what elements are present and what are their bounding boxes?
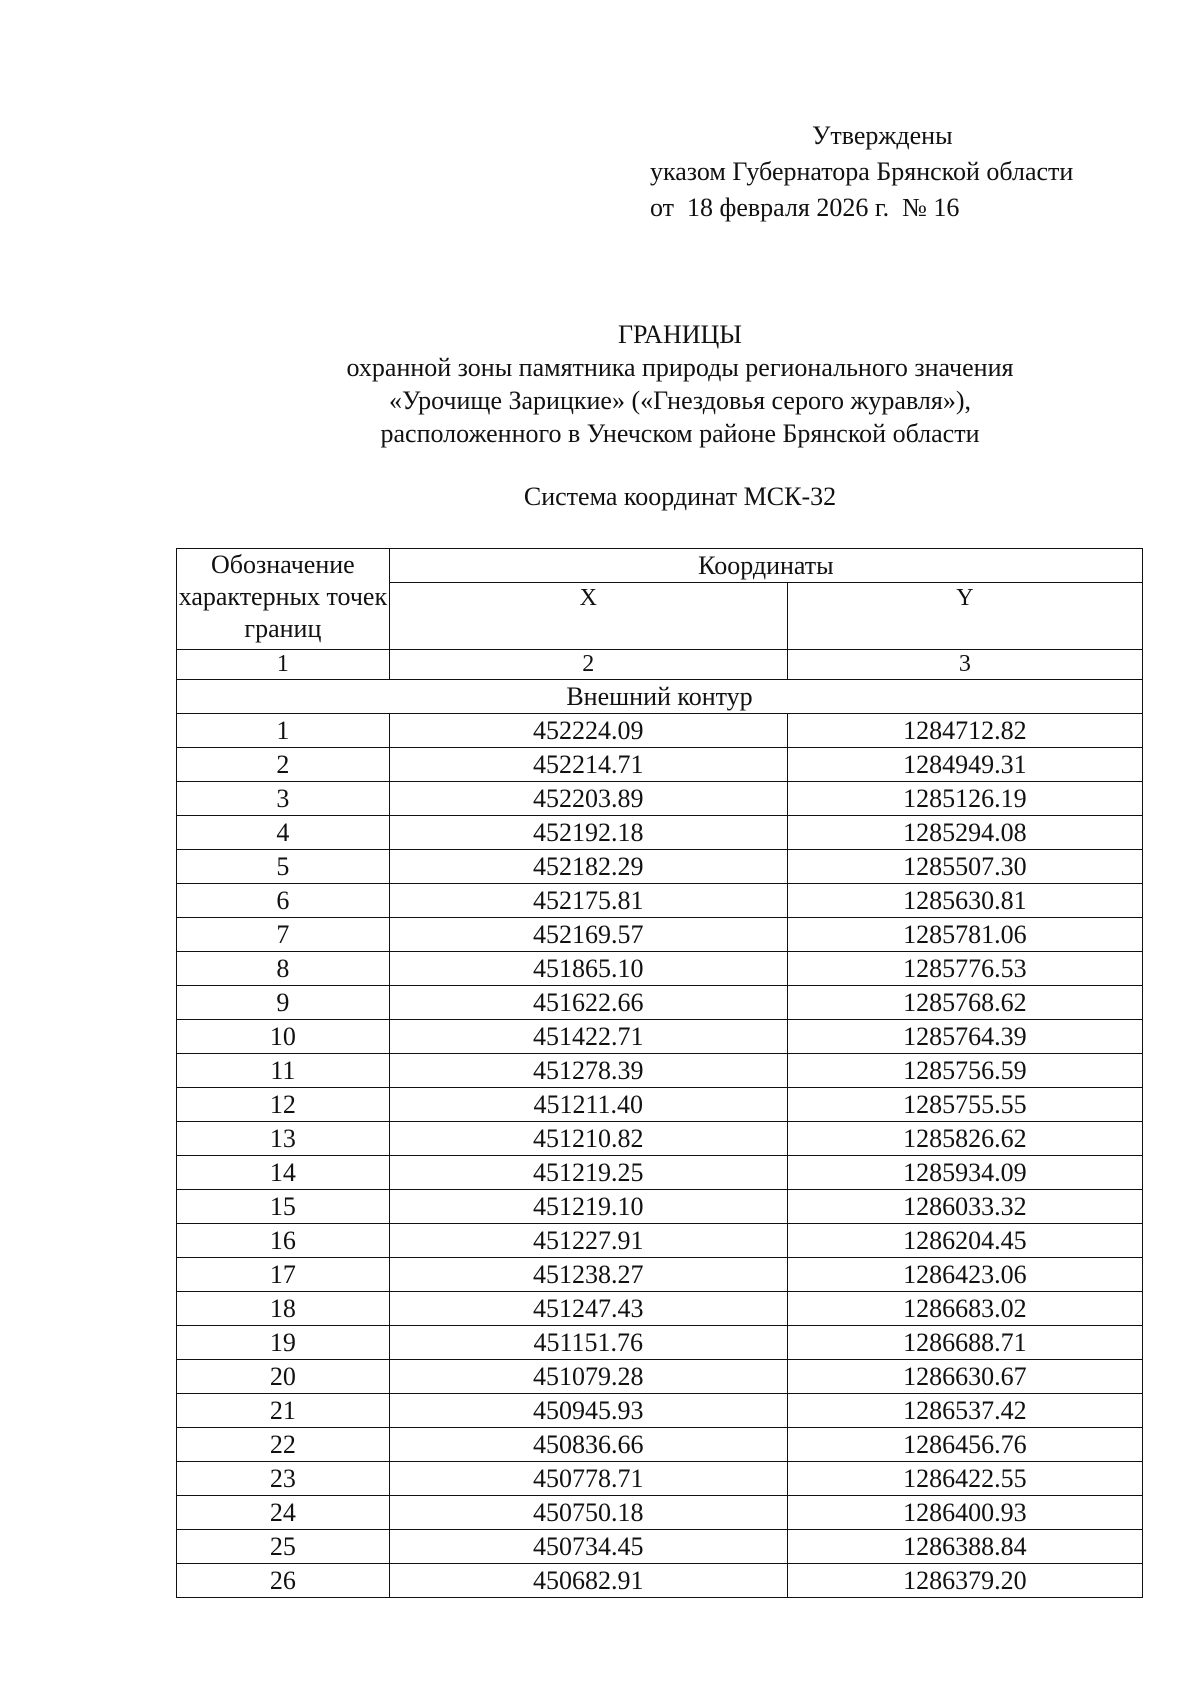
coord-x: 450750.18 (389, 1496, 787, 1530)
table-row (177, 1088, 1143, 1122)
column-number: 2 (389, 650, 787, 680)
point-number: 26 (177, 1564, 390, 1598)
table-row (177, 714, 1143, 748)
table-row (177, 782, 1143, 816)
table-row (177, 1428, 1143, 1462)
coord-x: 451219.10 (389, 1190, 787, 1224)
header-x: X (389, 583, 787, 650)
coord-y: 1286400.93 (787, 1496, 1142, 1530)
coord-y: 1284712.82 (787, 714, 1142, 748)
point-number: 16 (177, 1224, 390, 1258)
table-row (177, 1224, 1143, 1258)
table-row (177, 986, 1143, 1020)
coord-x: 451238.27 (389, 1258, 787, 1292)
table-row (177, 1564, 1143, 1598)
point-number: 21 (177, 1394, 390, 1428)
coord-x: 450836.66 (389, 1428, 787, 1462)
section-title-outer-contour: Внешний контур (177, 680, 1143, 714)
table-row (177, 748, 1143, 782)
point-number: 24 (177, 1496, 390, 1530)
table-row (177, 1326, 1143, 1360)
coord-x: 452214.71 (389, 748, 787, 782)
coord-y: 1284949.31 (787, 748, 1142, 782)
point-number: 1 (177, 714, 390, 748)
point-number: 19 (177, 1326, 390, 1360)
header-coordinates: Координаты (389, 549, 1142, 583)
table-row (177, 1122, 1143, 1156)
table-row (177, 1020, 1143, 1054)
point-number: 9 (177, 986, 390, 1020)
table-row (177, 918, 1143, 952)
table-row (177, 1462, 1143, 1496)
coord-y: 1285776.53 (787, 952, 1142, 986)
title-line-3: «Урочище Зарицкие» («Гнездовья серого журавля»), (388, 386, 972, 415)
table-row (177, 884, 1143, 918)
coord-x: 451622.66 (389, 986, 787, 1020)
table-row (177, 1054, 1143, 1088)
point-number: 2 (177, 748, 390, 782)
point-number: 14 (177, 1156, 390, 1190)
column-number: 3 (787, 650, 1142, 680)
point-number: 15 (177, 1190, 390, 1224)
coord-y: 1286423.06 (787, 1258, 1142, 1292)
table-row (177, 1258, 1143, 1292)
coord-y: 1285826.62 (787, 1122, 1142, 1156)
coord-y: 1286204.45 (787, 1224, 1142, 1258)
coord-x: 451865.10 (389, 952, 787, 986)
table-row (177, 1530, 1143, 1564)
coord-y: 1285934.09 (787, 1156, 1142, 1190)
coord-x: 451079.28 (389, 1360, 787, 1394)
point-number: 8 (177, 952, 390, 986)
coord-x: 450778.71 (389, 1462, 787, 1496)
coord-x: 452182.29 (389, 850, 787, 884)
table-row (177, 850, 1143, 884)
coord-x: 450945.93 (389, 1394, 787, 1428)
approval-line-date-number: от 18 февраля 2026 г. № 16 (650, 193, 960, 222)
coord-x: 451422.71 (389, 1020, 787, 1054)
document-title (0, 318, 1200, 450)
coord-y: 1286033.32 (787, 1190, 1142, 1224)
table-row (177, 952, 1143, 986)
coord-y: 1285507.30 (787, 850, 1142, 884)
point-number: 11 (177, 1054, 390, 1088)
point-number: 23 (177, 1462, 390, 1496)
title-line-4: расположенного в Унечском районе Брянской области (380, 419, 980, 448)
point-number: 12 (177, 1088, 390, 1122)
point-number: 20 (177, 1360, 390, 1394)
point-number: 7 (177, 918, 390, 952)
table-row (177, 1156, 1143, 1190)
point-number: 18 (177, 1292, 390, 1326)
header-point-label: Обозначение характерных точек границ (177, 549, 390, 650)
coord-x: 450682.91 (389, 1564, 787, 1598)
point-number: 3 (177, 782, 390, 816)
table-row (177, 1360, 1143, 1394)
point-number: 5 (177, 850, 390, 884)
table-row (177, 1496, 1143, 1530)
coord-x: 452224.09 (389, 714, 787, 748)
coord-x: 451227.91 (389, 1224, 787, 1258)
coord-x: 451278.39 (389, 1054, 787, 1088)
point-number: 13 (177, 1122, 390, 1156)
approval-line-approved: Утверждены (812, 121, 953, 150)
point-number: 10 (177, 1020, 390, 1054)
coord-y: 1286379.20 (787, 1564, 1142, 1598)
table-row (177, 1292, 1143, 1326)
coord-y: 1285764.39 (787, 1020, 1142, 1054)
coord-y: 1286683.02 (787, 1292, 1142, 1326)
coord-y: 1286537.42 (787, 1394, 1142, 1428)
coord-x: 451219.25 (389, 1156, 787, 1190)
approval-line-decree: указом Губернатора Брянской области (650, 157, 1074, 186)
point-number: 6 (177, 884, 390, 918)
coord-y: 1286456.76 (787, 1428, 1142, 1462)
coord-x: 450734.45 (389, 1530, 787, 1564)
coord-y: 1285781.06 (787, 918, 1142, 952)
coord-x: 452203.89 (389, 782, 787, 816)
coord-x: 451247.43 (389, 1292, 787, 1326)
coord-x: 452175.81 (389, 884, 787, 918)
coord-y: 1286388.84 (787, 1530, 1142, 1564)
coord-x: 451151.76 (389, 1326, 787, 1360)
point-number: 4 (177, 816, 390, 850)
point-number: 17 (177, 1258, 390, 1292)
column-number: 1 (177, 650, 390, 680)
coord-x: 452169.57 (389, 918, 787, 952)
point-number: 22 (177, 1428, 390, 1462)
coordinate-system-label: Система координат МСК-32 (523, 482, 837, 511)
title-line-2: охранной зоны памятника природы регионального значения (346, 353, 1014, 382)
coordinates-table (176, 548, 1143, 1598)
table-row (177, 816, 1143, 850)
point-number: 25 (177, 1530, 390, 1564)
coord-x: 451211.40 (389, 1088, 787, 1122)
coord-x: 452192.18 (389, 816, 787, 850)
coord-y: 1285294.08 (787, 816, 1142, 850)
column-number-row (177, 650, 1143, 680)
coord-x: 451210.82 (389, 1122, 787, 1156)
section-row (177, 680, 1143, 714)
coord-y: 1285126.19 (787, 782, 1142, 816)
coord-y: 1286630.67 (787, 1360, 1142, 1394)
header-y: Y (787, 583, 1142, 650)
coord-y: 1285768.62 (787, 986, 1142, 1020)
title-main: ГРАНИЦЫ (618, 320, 742, 349)
table-row (177, 1394, 1143, 1428)
coord-y: 1285755.55 (787, 1088, 1142, 1122)
coord-y: 1285630.81 (787, 884, 1142, 918)
coord-y: 1285756.59 (787, 1054, 1142, 1088)
approval-block (650, 118, 1073, 226)
table-row (177, 1190, 1143, 1224)
coord-y: 1286688.71 (787, 1326, 1142, 1360)
coord-y: 1286422.55 (787, 1462, 1142, 1496)
